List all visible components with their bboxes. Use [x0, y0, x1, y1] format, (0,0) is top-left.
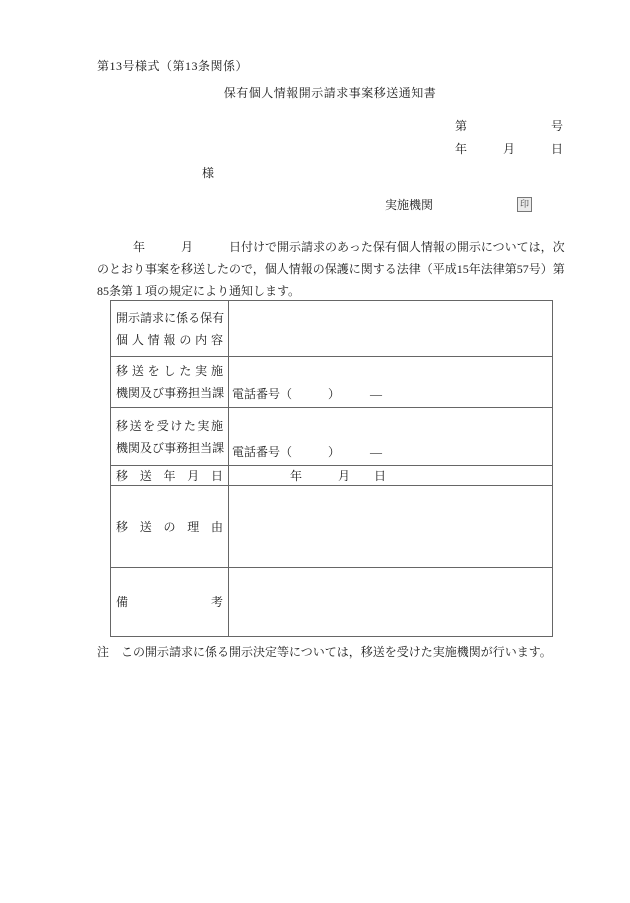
row-value [229, 486, 552, 567]
row-label [111, 408, 229, 465]
row-value [229, 568, 552, 636]
row-label-line: 移 送 を し た 実 施 [116, 364, 223, 378]
phone-number-line: 電話番号（ ） ― [232, 387, 383, 401]
row-label-line: 個 人 情 報 の 内 容 [116, 332, 223, 347]
form-table [110, 300, 553, 637]
issue-date-line: 年 月 日 [454, 142, 563, 156]
document-title: 保有個人情報開示請求事案移送通知書 [223, 86, 437, 100]
table-row [111, 568, 552, 636]
body-paragraph [97, 236, 567, 302]
row-value [229, 408, 552, 465]
table-row [111, 357, 552, 408]
row-label [111, 568, 229, 636]
table-row [111, 486, 552, 568]
phone-number-line: 電話番号（ ） ― [232, 445, 383, 459]
body-line: 85条第１項の規定により通知します。 [97, 284, 301, 298]
row-label [111, 486, 229, 567]
row-label-line: 備 考 [116, 595, 223, 609]
row-label-line: 移 送 を 受 け た 実 施 [116, 418, 223, 433]
table-row [111, 408, 552, 466]
row-label-line: 移 送 の 理 由 [116, 519, 223, 534]
row-label [111, 301, 229, 356]
issuer-label: 実施機関 [385, 198, 434, 212]
issuer-line [385, 196, 532, 213]
row-value [229, 357, 552, 407]
table-row [111, 466, 552, 486]
row-value [229, 301, 552, 356]
seal-mark: 印 [517, 197, 532, 212]
row-label [111, 357, 229, 407]
row-label [111, 466, 229, 485]
body-line: 年 月 日付けで開示請求のあった保有個人情報の開示については，次 [97, 240, 565, 254]
row-label-line: 移 送 年 月 日 [116, 468, 223, 483]
table-row [111, 301, 552, 357]
transfer-date-blank: 年 月 日 [290, 468, 387, 483]
doc-number-line: 第 号 [454, 119, 563, 133]
form-number: 第13号様式（第13条関係） [97, 59, 249, 73]
addressee-suffix: 様 [202, 166, 215, 180]
row-label-line: 機 関 及 び 事 務 担 当 課 [116, 386, 225, 400]
body-line: のとおり事案を移送したので，個人情報の保護に関する法律（平成15年法律第57号）第 [97, 262, 565, 276]
footnote: 注 この開示請求に係る開示決定等については，移送を受けた実施機関が行います。 [97, 645, 552, 659]
row-label-line: 機 関 及 び 事 務 担 当 課 [116, 440, 225, 455]
row-label-line: 開 示 請 求 に 係 る 保 有 [116, 310, 225, 325]
row-value [229, 466, 552, 485]
